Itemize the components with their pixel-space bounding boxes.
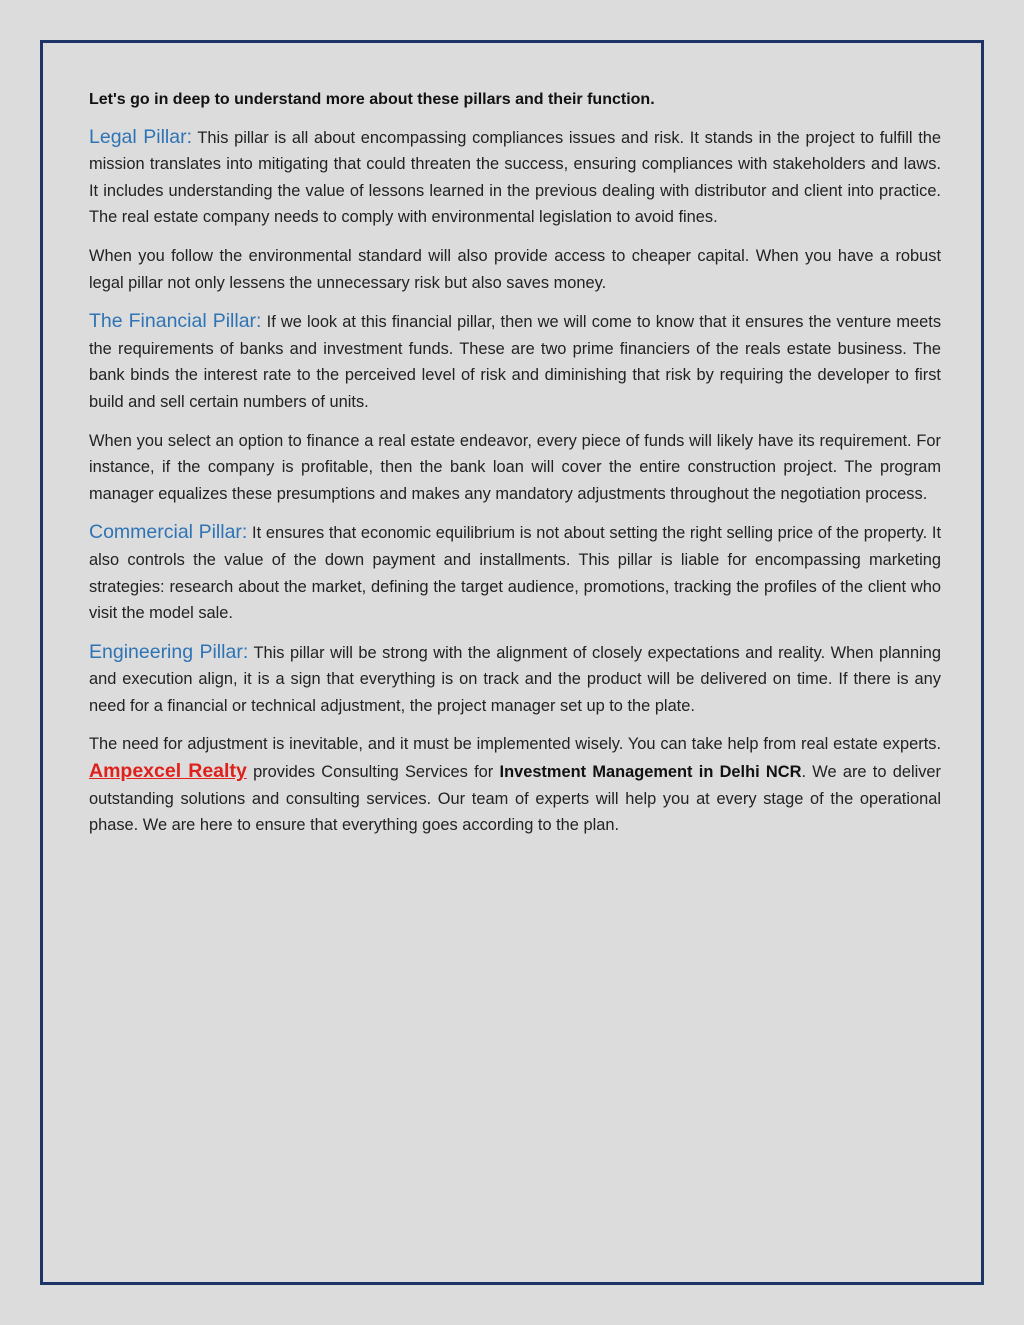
financial-pillar-heading: The Financial Pillar: [89,310,262,333]
financial-pillar-paragraph-2: When you select an option to finance a real estate endeavor, every piece of funds will likely have its requirement. For instance, if the company is profitable, then the bank loan will cover the entire construction project. The program manager equalizes these presumptions and makes any mandatory adjustments throughout the negotiation process. [89,431,941,503]
closing-paragraph [89,731,941,838]
closing-text-start: The need for adjustment is inevitable, and it must be implemented wisely. You can take help from real estate experts. [89,735,941,754]
financial-pillar-text: If we look at this financial pillar, then we will come to know that it ensures the venture meets the requirements of banks and investment funds. These are two prime financiers of the reals estate business. The bank binds the interest rate to the perceived level of risk and diminishing that risk by requiring the developer to first build and sell certain numbers of units. [89,313,942,411]
engineering-pillar-paragraph [89,639,941,720]
commercial-pillar-paragraph [89,519,941,626]
engineering-pillar-text: This pillar will be strong with the alignment of closely expectations and reality. When planning and execution align, it is a sign that everything is on track and the product will be delivered on time. If there is any need for a financial or technical adjustment, the project manager set up to the plate. [89,643,941,715]
legal-pillar-heading: Legal Pillar: [89,125,193,148]
legal-pillar-text: This pillar is all about encompassing compliances issues and risk. It stands in the project to fulfill the mission translates into mitigating that could threaten the success, ensuring compliances with stakeholders and laws. It includes understanding the value of lessons learned in the previous dealing with distributor and client into practice. The real estate company needs to comply with environmental legislation to avoid fines. [89,128,942,227]
intro-text: Let's go in deep to understand more about these pillars and their function. [89,91,655,108]
engineering-pillar-heading: Engineering Pillar: [89,640,249,663]
legal-pillar-paragraph [89,124,941,231]
commercial-pillar-heading: Commercial Pillar: [89,521,248,544]
ampexcel-realty-link[interactable]: Ampexcel Realty [89,760,247,783]
commercial-pillar-text: It ensures that economic equilibrium is not about setting the right selling price of the property. It also controls the value of the down payment and installments. This pillar is liable for encompassing marketing strategies: research about the market, defining the target audience, promotions, tracking the profiles of the client who visit the model sale. [89,524,941,623]
investment-management-bold: Investment Management in Delhi NCR [499,763,802,782]
closing-text-end: . We are to deliver outstanding solutions and consulting services. Our team of experts will help you at every stage of the operational phase. We are here to ensure that everything goes according to the plan. [89,763,942,835]
page-frame [40,40,984,1285]
legal-pillar-paragraph-2: When you follow the environmental standard will also provide access to cheaper capital. When you have a robust legal pillar not only lessens the unnecessary risk but also saves money. [89,246,941,292]
document-body [89,87,941,851]
financial-pillar-paragraph [89,308,941,415]
closing-text-middle: provides Consulting Services for [246,763,500,782]
